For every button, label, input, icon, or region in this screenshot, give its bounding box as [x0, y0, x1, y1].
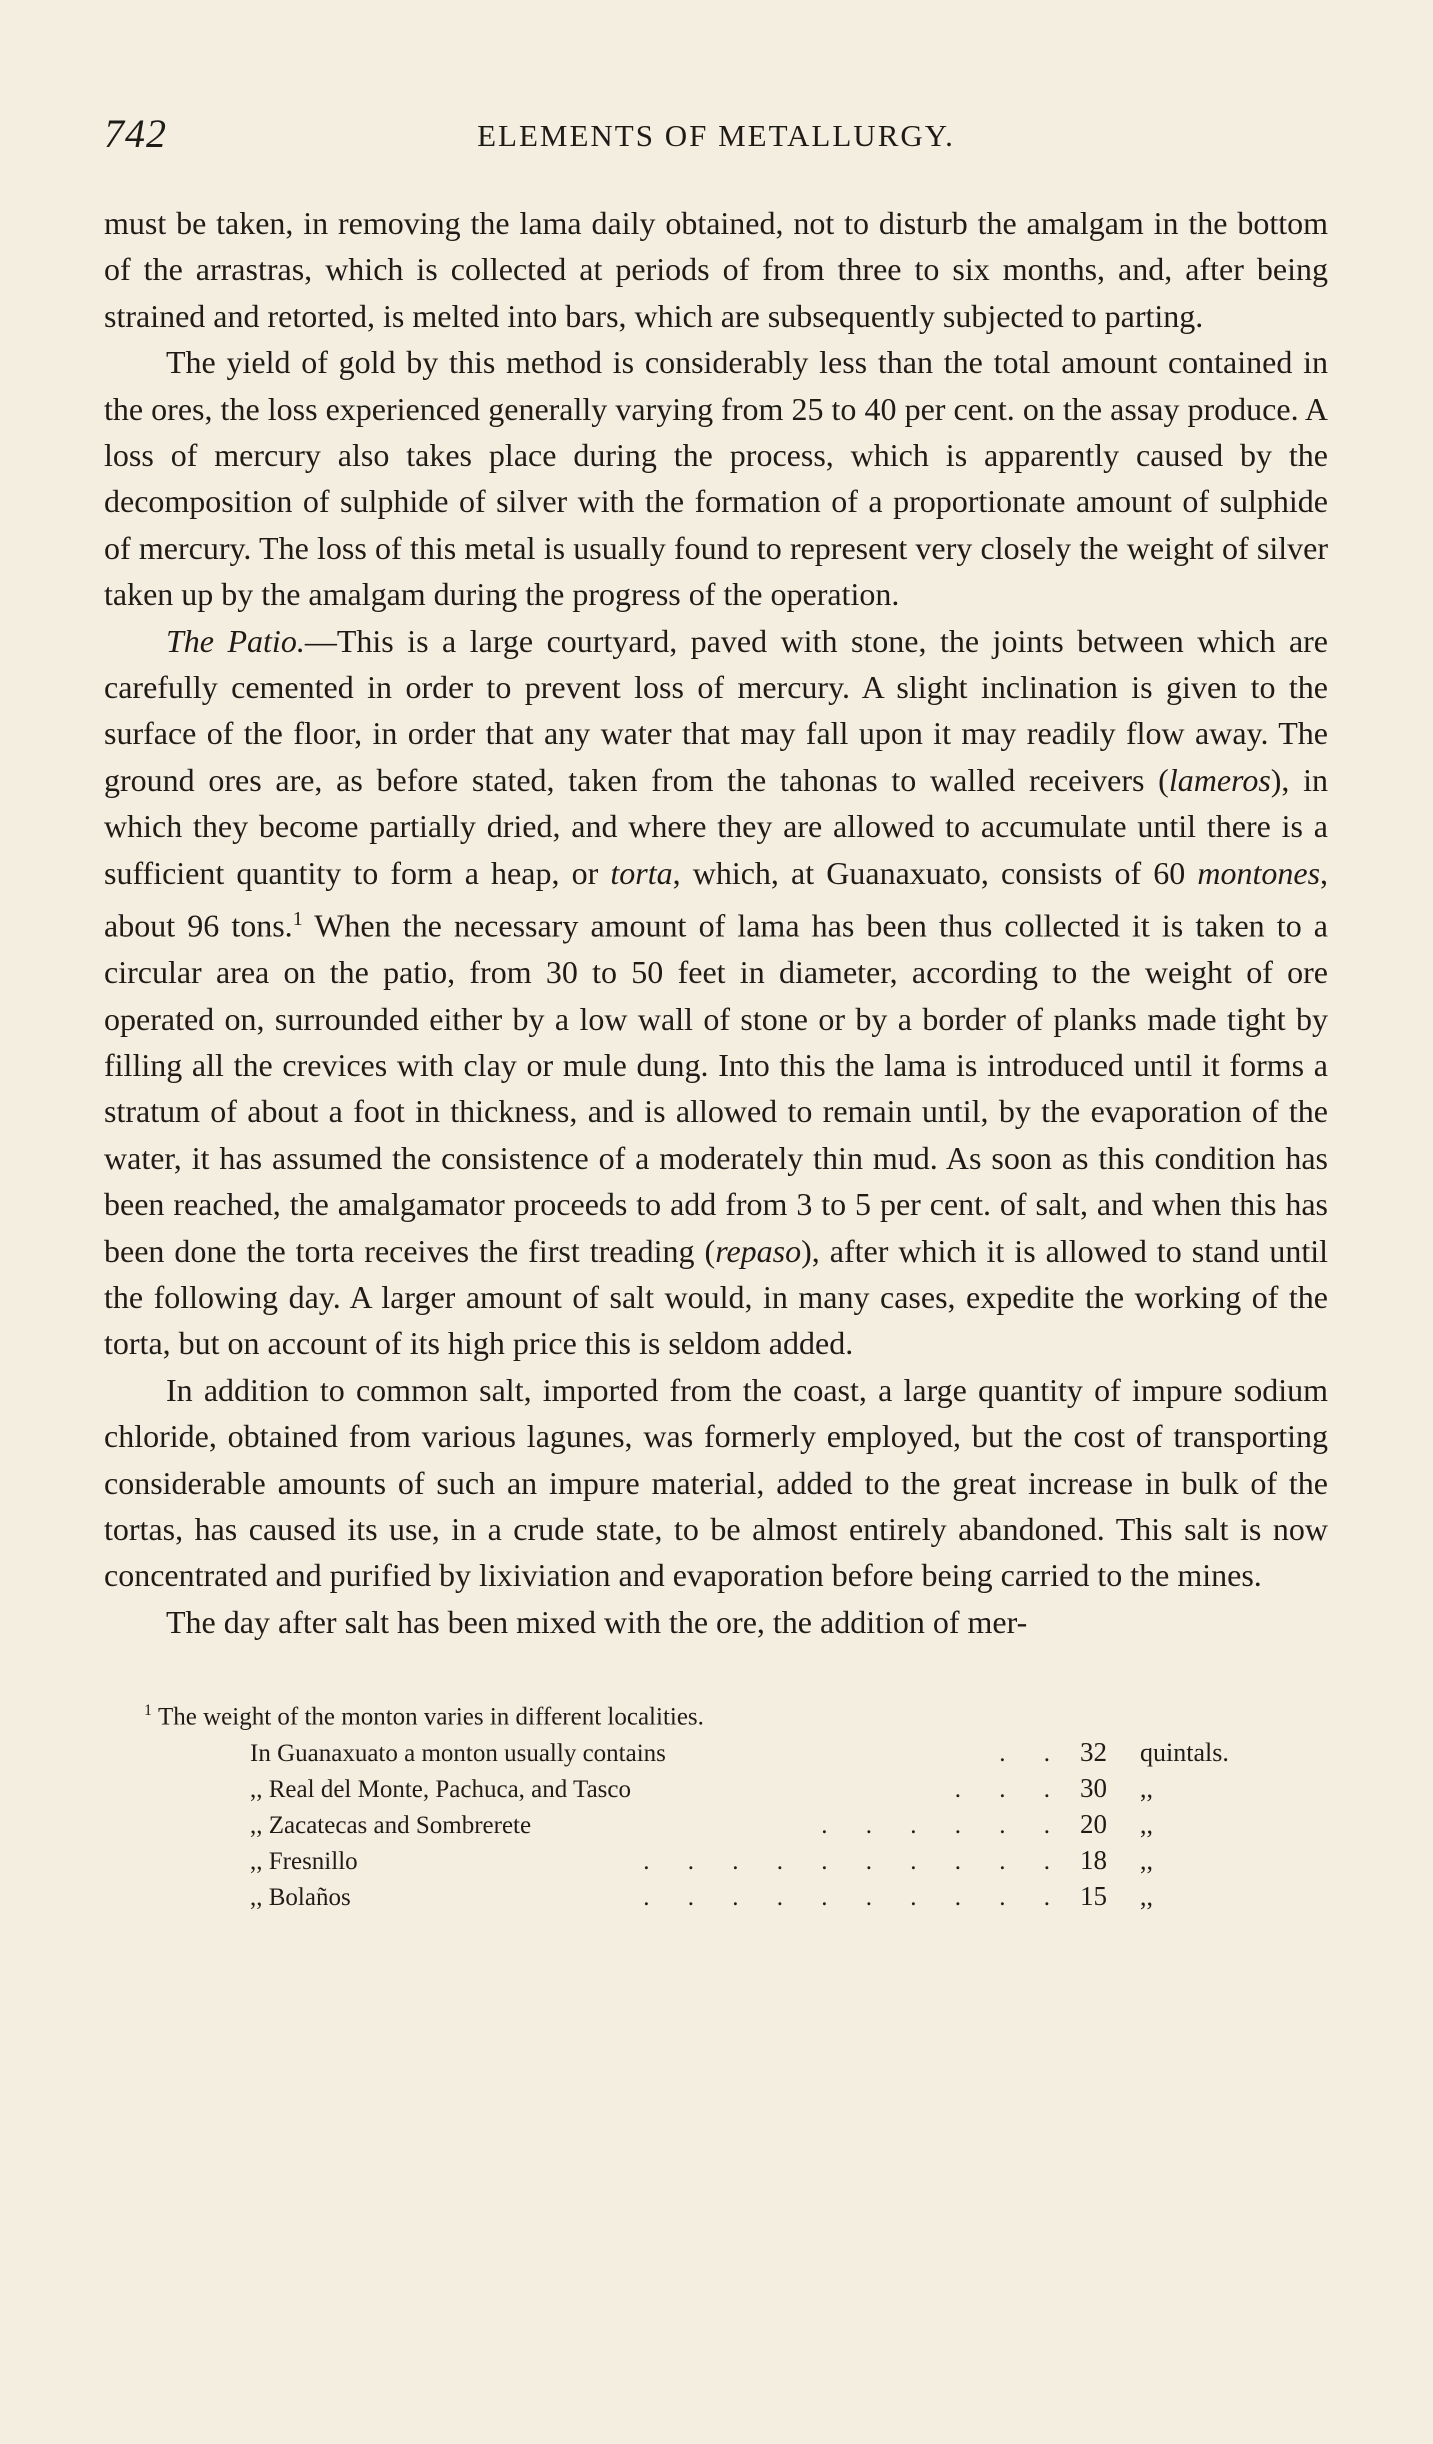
- footnote-reference: 1: [292, 908, 303, 931]
- text-segment: , about 96 tons.: [104, 854, 1329, 944]
- leader-dots: . . .: [954, 1775, 1066, 1803]
- footnote-value: 15: [1080, 1880, 1107, 1911]
- italic-text: repaso: [715, 1232, 802, 1269]
- text-segment: ), after which it is allowed to stand until the following day. A larger amount of salt would, in many cases, expedite the working of the torta, but on account of its high price this is seldom added.: [104, 1232, 1328, 1362]
- footnote-unit: ,,: [1140, 1809, 1153, 1839]
- footnote-unit: ,,: [1140, 1845, 1153, 1875]
- footnote-locality: In Guanaxuato a monton usually contains: [250, 1739, 666, 1767]
- paragraph: [104, 339, 1328, 617]
- text-segment: The day after salt has been mixed with the ore, the addition of mer-: [166, 1603, 1028, 1640]
- italic-text: lameros: [1168, 761, 1271, 798]
- paragraph: [104, 1367, 1328, 1599]
- footnote-row: [250, 1771, 1270, 1807]
- footnote-unit: ,,: [1140, 1773, 1153, 1803]
- footnote-value: 32: [1080, 1736, 1107, 1767]
- footnote-locality: ,, Bolaños: [250, 1883, 351, 1911]
- text-segment: , which, at Guanaxuato, consists of 60: [672, 854, 1198, 891]
- text-segment: —This is a large courtyard, paved with stone, the joints between which are carefully cemented in order to prevent loss of mercury. A slight inclination is given to the surface of the floor, in order that any water that may fall upon it may readily flow away. The ground ores are, as before stated, taken from the tahonas to walled receivers (: [104, 622, 1329, 798]
- paragraph: [104, 618, 1328, 1367]
- footnote-locality: ,, Fresnillo: [250, 1847, 358, 1875]
- footnote-unit: quintals.: [1140, 1737, 1229, 1767]
- text-segment: ), in which they become partially dried, and where they are allowed to accumulate until there is a sufficient quantity to form a heap, or: [104, 761, 1329, 891]
- footnote-locality: ,, Real del Monte, Pachuca, and Tasco: [250, 1775, 632, 1803]
- footnote-title: [104, 1693, 1328, 1734]
- footnote-value: 30: [1080, 1772, 1107, 1803]
- paragraph: [104, 1599, 1328, 1645]
- footnote-row: [250, 1735, 1270, 1771]
- body-text: [104, 200, 1328, 1645]
- italic-text: The Patio.: [166, 622, 305, 659]
- paragraph: [104, 200, 1328, 339]
- page-header: [104, 110, 1328, 170]
- footnote-mark: 1: [144, 1702, 152, 1720]
- italic-text: torta: [610, 854, 673, 891]
- footnote-value: 20: [1080, 1808, 1107, 1839]
- text-segment: The yield of gold by this method is considerably less than the total amount contained in the ores, the loss experienced generally varying from 25 to 40 per cent. on the assay produce. A loss of mercury also takes place during the process, which is apparently caused by the decomposition of sulphide of silver with the formation of a proportionate amount of sulphide of mercury. The loss of this metal is usually found to represent very closely the weight of silver taken up by the amalgam during the progress of the operation.: [104, 344, 1328, 613]
- footnote-row: [250, 1879, 1270, 1915]
- footnote-unit: ,,: [1140, 1881, 1153, 1911]
- leader-dots: . .: [999, 1739, 1066, 1767]
- text-segment: When the necessary amount of lama has been thus collected it is taken to a circular area on the patio, from 30 to 50 feet in diameter, according to the weight of ore operated on, surrounded either by a low wall of stone or by a border of planks made tight by filling all the crevices with clay or mule dung. Into this the lama is introduced until it forms a stratum of about a foot in thickness, and is allowed to remain until, by the evaporation of the water, it has assumed the consistence of a moderately thin mud. As soon as this condition has been reached, the amalgamator proceeds to add from 3 to 5 per cent. of salt, and when this has been done the torta receives the first treading (: [104, 907, 1329, 1269]
- text-segment: In addition to common salt, imported from the coast, a large quantity of impure sodium chloride, obtained from various lagunes, was formerly employed, but the cost of transporting considerable amounts of such an impure material, added to the great increase in bulk of the tortas, has caused its use, in a crude state, to be almost entirely abandoned. This salt is now concentrated and purified by lixiviation and evaporation before being carried to the mines.: [104, 1371, 1328, 1594]
- footnotes: [104, 1693, 1328, 1914]
- book-page: [104, 110, 1328, 1915]
- page-number: 742: [104, 111, 167, 156]
- leader-dots: . . . . . .: [821, 1811, 1066, 1839]
- footnote-value: 18: [1080, 1844, 1107, 1875]
- italic-text: montones: [1197, 854, 1321, 891]
- running-head: ELEMENTS OF METALLURGY.: [477, 118, 955, 153]
- leader-dots: . . . . . . . . . .: [643, 1883, 1066, 1911]
- text-segment: must be taken, in removing the lama daily obtained, not to disturb the amalgam in the bottom of the arrastras, which is collected at periods of from three to six months, and, after being strained and retorted, is melted into bars, which are subsequently subjected to parting.: [104, 205, 1328, 334]
- footnote-row: [250, 1807, 1270, 1843]
- footnote-table: [104, 1735, 1328, 1915]
- footnote-row: [250, 1843, 1270, 1879]
- footnote-locality: ,, Zacatecas and Sombrerete: [250, 1811, 532, 1839]
- leader-dots: . . . . . . . . . .: [643, 1847, 1066, 1875]
- footnote-title-text: The weight of the monton varies in different localities.: [158, 1703, 704, 1731]
